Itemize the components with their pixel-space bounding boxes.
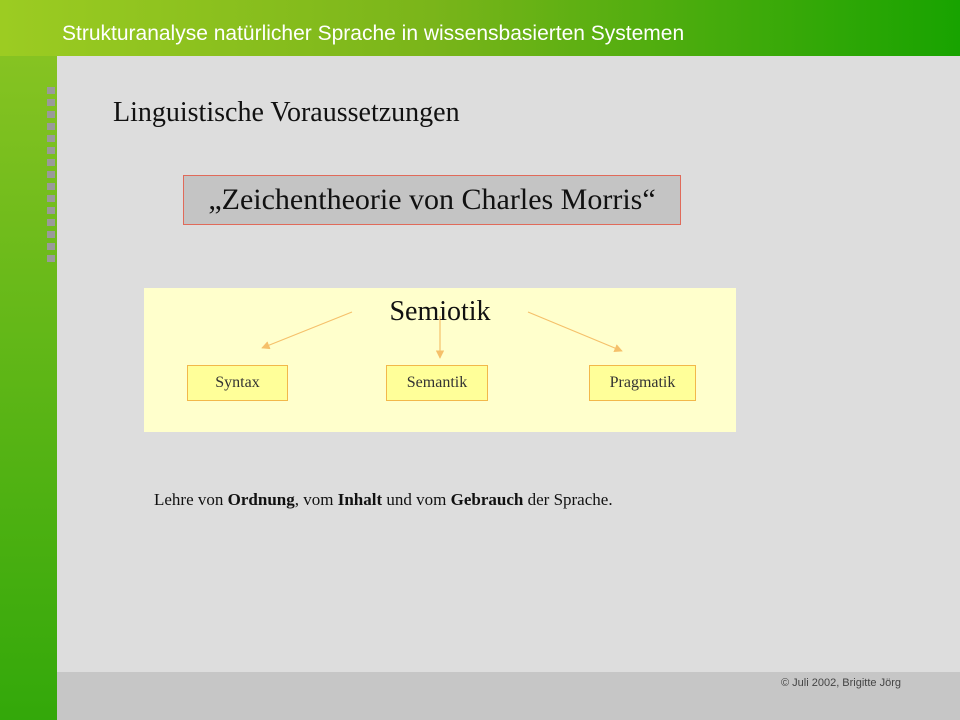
branch-pragmatik-label: Pragmatik bbox=[609, 374, 676, 391]
slide-title: Linguistische Voraussetzungen bbox=[113, 97, 460, 128]
decorative-squares bbox=[47, 87, 55, 263]
diagram-root-label: Semiotik bbox=[389, 296, 491, 327]
description-bold-inhalt: Inhalt bbox=[337, 490, 383, 509]
branch-pragmatik bbox=[589, 365, 696, 401]
description-part3: und vom bbox=[382, 490, 451, 509]
description-text bbox=[154, 490, 613, 510]
description-part4: der Sprache. bbox=[523, 490, 613, 509]
branch-semantik bbox=[386, 365, 488, 401]
copyright-notice: © Juli 2002, Brigitte Jörg bbox=[781, 677, 901, 689]
branch-syntax-label: Syntax bbox=[215, 374, 260, 391]
presentation-title: Strukturanalyse natürlicher Sprache in wissensbasierten Systemen bbox=[62, 22, 685, 45]
description-bold-ordnung: Ordnung bbox=[227, 490, 295, 509]
subtitle-box bbox=[183, 175, 681, 225]
description-bold-gebrauch: Gebrauch bbox=[450, 490, 524, 509]
subtitle-text: „Zeichentheorie von Charles Morris“ bbox=[208, 183, 656, 216]
branch-syntax bbox=[187, 365, 288, 401]
branch-semantik-label: Semantik bbox=[406, 374, 468, 391]
description-part1: Lehre von bbox=[154, 490, 228, 509]
description-part2: , vom bbox=[294, 490, 338, 509]
